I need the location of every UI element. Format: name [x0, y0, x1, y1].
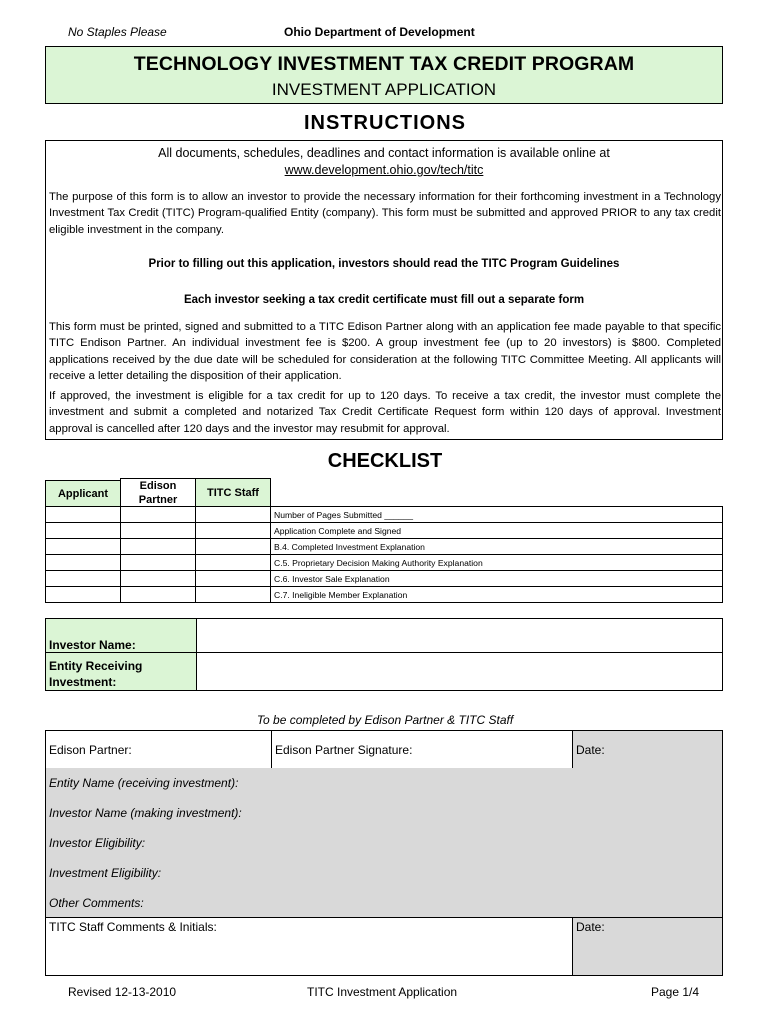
investor-name-field[interactable]	[197, 619, 723, 653]
edison-checkbox[interactable]	[121, 507, 196, 523]
edison-checkbox[interactable]	[121, 571, 196, 587]
checklist-row	[46, 571, 723, 587]
titc-checkbox[interactable]	[196, 571, 271, 587]
checklist-item-label: B.4. Completed Investment Explanation	[271, 539, 723, 555]
instructions-heading: INSTRUCTIONS	[304, 112, 466, 134]
titc-checkbox[interactable]	[196, 555, 271, 571]
titc-checkbox[interactable]	[196, 587, 271, 603]
department-name: Ohio Department of Development	[284, 25, 475, 39]
checklist-row	[46, 507, 723, 523]
entity-name-field[interactable]: Entity Name (receiving investment):	[49, 776, 239, 790]
online-url-link[interactable]: www.development.ohio.gov/tech/titc	[284, 163, 484, 177]
investor-name-staff-field[interactable]: Investor Name (making investment):	[49, 806, 242, 820]
separate-form-note: Each investor seeking a tax credit certificate must fill out a separate form	[183, 294, 585, 306]
form-name-footer: TITC Investment Application	[307, 985, 458, 999]
checklist-item-label: C.7. Ineligible Member Explanation	[271, 587, 723, 603]
applicant-checkbox[interactable]	[46, 523, 121, 539]
online-info	[46, 145, 722, 179]
checklist-item-label: Number of Pages Submitted ______	[271, 507, 723, 523]
fee-paragraph: This form must be printed, signed and submitted to a TITC Edison Partner along with an application fee made payable to that specific TITC Endison Partner. An individual investment fee is $200. A group investment fee (up to 20 investors) is $800. Completed applications received by the due date will be scheduled for consideration at the following TITC Committee Meeting. All applicants will receive a letter detailing the disposition of their application.	[49, 321, 721, 383]
checklist-item-label: C.6. Investor Sale Explanation	[271, 571, 723, 587]
titc-checkbox[interactable]	[196, 523, 271, 539]
checklist-item-label: C.5. Proprietary Decision Making Authority Explanation	[271, 555, 723, 571]
applicant-checkbox[interactable]	[46, 587, 121, 603]
online-info-text: All documents, schedules, deadlines and contact information is available online at	[158, 146, 610, 160]
title-box	[45, 46, 723, 104]
applicant-checkbox[interactable]	[46, 539, 121, 555]
form-subtitle: INVESTMENT APPLICATION	[271, 80, 497, 99]
investor-name-label: Investor Name:	[46, 619, 197, 653]
instructions-box	[45, 140, 723, 440]
investor-eligibility-field[interactable]: Investor Eligibility:	[49, 836, 146, 850]
investment-eligibility-field[interactable]: Investment Eligibility:	[49, 866, 162, 880]
applicant-column-header: Applicant	[45, 480, 121, 507]
applicant-checkbox[interactable]	[46, 571, 121, 587]
checklist-row	[46, 539, 723, 555]
no-staples-note: No Staples Please	[68, 25, 167, 39]
staff-comments-field[interactable]: TITC Staff Comments & Initials:	[46, 918, 573, 976]
entity-receiving-label: Entity Receiving Investment:	[46, 653, 197, 691]
edison-checkbox[interactable]	[121, 523, 196, 539]
edison-checkbox[interactable]	[121, 555, 196, 571]
revision-date: Revised 12-13-2010	[68, 985, 177, 999]
staff-section-note: To be completed by Edison Partner & TITC Staff	[256, 713, 514, 727]
page-number: Page 1/4	[651, 985, 700, 999]
checklist-row	[46, 587, 723, 603]
titc-checkbox[interactable]	[196, 539, 271, 555]
prior-note: Prior to filling out this application, investors should read the TITC Program Guidelines	[148, 258, 620, 270]
edison-partner-table	[45, 730, 723, 769]
edison-checkbox[interactable]	[121, 539, 196, 555]
approval-paragraph: If approved, the investment is eligible for a tax credit for up to 120 days. To receive a tax credit, the investor must complete the investment and submit a completed and notarized Tax Credit Certificate Request form within 120 days of approval. Investment approval is cancelled after 120 days and the investor may resubmit for approval.	[49, 390, 721, 435]
program-title: TECHNOLOGY INVESTMENT TAX CREDIT PROGRAM	[133, 53, 635, 75]
purpose-paragraph: The purpose of this form is to allow an investor to provide the necessary information for their forthcoming investment in a Technology Investment Tax Credit (TITC) Program-qualified Entity (company). This form must be submitted and approved PRIOR to any tax credit eligible investment in the company.	[49, 191, 721, 236]
checklist-row	[46, 523, 723, 539]
checklist-item-label: Application Complete and Signed	[271, 523, 723, 539]
edison-checkbox[interactable]	[121, 587, 196, 603]
edison-date-field[interactable]: Date:	[573, 731, 723, 769]
staff-evaluation-box	[45, 768, 723, 918]
applicant-checkbox[interactable]	[46, 507, 121, 523]
checklist-row	[46, 555, 723, 571]
other-comments-field[interactable]: Other Comments:	[49, 896, 144, 910]
edison-signature-field[interactable]: Edison Partner Signature:	[272, 731, 573, 769]
titc-checkbox[interactable]	[196, 507, 271, 523]
edison-partner-field[interactable]: Edison Partner:	[46, 731, 272, 769]
investor-table	[45, 618, 723, 691]
staff-comments-table	[45, 917, 723, 976]
edison-column-header: Edison Partner	[120, 478, 196, 507]
checklist-table	[45, 506, 723, 603]
staff-date-field[interactable]: Date:	[573, 918, 723, 976]
applicant-checkbox[interactable]	[46, 555, 121, 571]
titc-staff-column-header: TITC Staff	[195, 478, 271, 507]
checklist-heading: CHECKLIST	[327, 450, 443, 472]
entity-receiving-field[interactable]	[197, 653, 723, 691]
